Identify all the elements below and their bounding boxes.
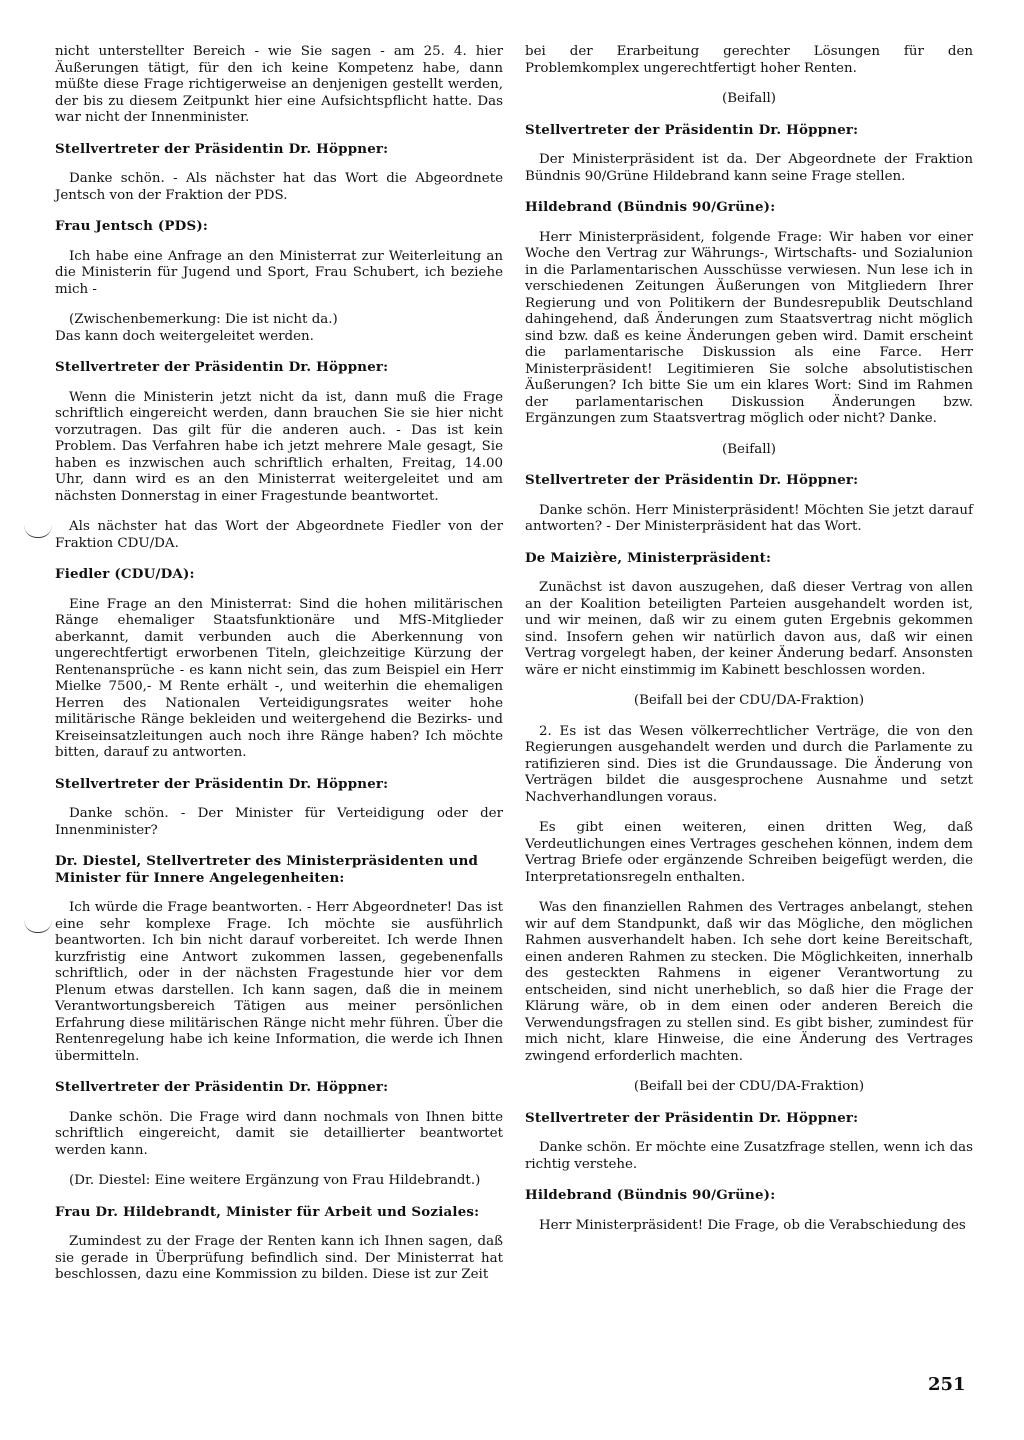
paragraph: nicht unterstellter Bereich - wie Sie sagen - am 25. 4. hier Äußerungen tätigt, für den ich keine Kompetenz habe, dann müßte diese Frage richtigerweise an denjenigen gestellt werden, der bis zu diesem Zeitpunkt hier eine Aufsichtspflicht hatte. Das war nicht der Innenminister. — [55, 44, 503, 125]
paragraph: Herr Ministerpräsident! Die Frage, ob die Verabschiedung des — [539, 1217, 966, 1233]
speaker-heading: Stellvertreter der Präsidentin Dr. Höppner: — [55, 140, 389, 157]
paragraph: Danke schön. - Als nächster hat das Wort die Abgeordnete Jentsch von der Fraktion der PDS. — [55, 171, 503, 203]
margin-mark — [24, 920, 52, 933]
left-column — [55, 44, 503, 1284]
interjection: (Beifall) — [721, 91, 776, 106]
speaker-heading: Stellvertreter der Präsidentin Dr. Höppner: — [55, 1079, 389, 1095]
speaker-heading: Hildebrand (Bündnis 90/Grüne): — [525, 199, 776, 215]
paragraph: (Dr. Diestel: Eine weitere Ergänzung von Frau Hildebrandt.) — [69, 1173, 481, 1188]
paragraph: Es gibt einen weiteren, einen dritten Weg, daß Verdeutlichungen eines Vertrages geschehen können, indem dem Vertrag Briefe oder ergänzende Schreiben beigefügt werden, die Interpretationsregeln enthalten. — [525, 820, 973, 885]
paragraph: 2. Es ist das Wesen völkerrechtlicher Verträge, die von den Regierungen ausgehandelt werden und durch die Parlamente zu ratifizieren sind. Dies ist die Grundaussage. Die Änderung von Verträgen bildet die ausgesprochene Ausnahme und setzt Nachverhandlungen voraus. — [525, 723, 973, 805]
paragraph: Eine Frage an den Ministerrat: Sind die hohen militärischen Ränge ehemaliger Staatsfunktionäre und MfS-Mitglieder aberkannt, damit verbunden auch die Aberkennung von ungerechtfertigt erworbenen Titeln, gleichzeitige Kürzung der Rentenansprüche - es kann nicht sein, das zum Beispiel ein Herr Mielke 7500,- M Rente erhält -, und weiterhin die ehemaligen Herren des Nationalen Verteidigungsrates weiter hohe militärische Ränge bekleiden und weitergehend die Bezirks- und Kreiseinsatzleitungen auch noch ihre Ränge haben? Ich möchte bitten, darauf zu antworten. — [55, 596, 503, 760]
interjection: (Beifall) — [721, 441, 776, 457]
speaker-heading: Stellvertreter der Präsidentin Dr. Höppner: — [55, 359, 389, 375]
paragraph: Danke schön. - Der Minister für Verteidigung oder der Innenminister? — [55, 806, 503, 838]
right-column — [525, 44, 973, 1234]
paragraph: Danke schön. Herr Ministerpräsident! Möchten Sie jetzt darauf antworten? - Der Ministerpräsident hat das Wort. — [525, 502, 973, 534]
speaker-heading: Hildebrand (Bündnis 90/Grüne): — [525, 1187, 776, 1203]
speaker-heading: Dr. Diestel, Stellvertreter des Ministerpräsidenten und Minister für Innere Angelegenheiten: — [55, 853, 479, 886]
speaker-heading: Stellvertreter der Präsidentin Dr. Höppner: — [525, 121, 859, 138]
speaker-heading: Stellvertreter der Präsidentin Dr. Höppner: — [55, 775, 389, 792]
margin-mark — [24, 525, 52, 538]
interjection: (Zwischenbemerkung: Die ist nicht da.) — [69, 312, 338, 327]
paragraph: Herr Ministerpräsident, folgende Frage: Wir haben vor einer Woche den Vertrag zur Währungs-, Wirtschafts- und Sozialunion in die Parlamentarischen Ausschüsse verwiesen. Nun lese ich in verschiedenen Zeitungen Äußerungen von Mitgliedern Ihrer Regierung und von Politikern der Bundesrepublik Deutschland dahingehend, daß Änderungen zum Staatsvertrag nicht möglich sind bzw. daß es keine Änderungen geben wird. Damit erscheint die parlamentarische Diskussion als eine Farce. Herr Ministerpräsident! Legitimieren Sie solche absolutistischen Äußerungen? Ich bitte Sie um ein klares Wort: Sind im Rahmen der parlamentarischen Diskussion Änderungen bzw. Ergänzungen zum Staatsvertrag möglich oder nicht? Danke. — [525, 229, 973, 426]
paragraph: Der Ministerpräsident ist da. Der Abgeordnete der Fraktion Bündnis 90/Grüne Hildebrand kann seine Frage stellen. — [525, 152, 973, 184]
paragraph: Zunächst ist davon auszugehen, daß dieser Vertrag von allen an der Koalition beteiligten Parteien ausgehandelt worden ist, und wir meinen, daß wir zu einem guten Ergebnis gekommen sind. Insofern gehen wir natürlich davon aus, daß wir einen Vertrag vorgelegt haben, der keiner Änderung bedarf. Ansonsten wäre er nicht einstimmig im Kabinett beschlossen worden. — [525, 580, 973, 678]
speaker-heading: Frau Jentsch (PDS): — [55, 218, 209, 234]
paragraph: Als nächster hat das Wort der Abgeordnete Fiedler von der Fraktion CDU/DA. — [55, 519, 503, 551]
paragraph: Das kann doch weitergeleitet werden. — [55, 328, 314, 344]
paragraph: Was den finanziellen Rahmen des Vertrages anbelangt, stehen wir auf dem Standpunkt, daß wir das Mögliche, den möglichen Rahmen ausverhandelt haben. Ich sehe dort keine Bereitschaft, einen anderen Rahmen zu stecken. Die Möglichkeiten, innerhalb des gesteckten Rahmens in eigener Verantwortung zu entscheiden, sind nicht unerheblich, so daß hier die Frage der Klärung wäre, ob in dem einen oder anderen Bereich die Verwendungsfragen zu stellen sind. Es gibt bisher, zumindest für mich nicht, klare Hinweise, die eine Änderung des Vertrages zwingend erforderlich machten. — [525, 900, 973, 1064]
speaker-heading: Fiedler (CDU/DA): — [55, 566, 195, 582]
paragraph: bei der Erarbeitung gerechter Lösungen für den Problemkomplex ungerechtfertigt hoher Renten. — [525, 44, 973, 76]
paragraph: Ich würde die Frage beantworten. - Herr Abgeordneter! Das ist eine sehr komplexe Frage. Ich möchte sie ausführlich beantworten. Ich bin nicht darauf vorbereitet. Ich werde Ihnen kurzfristig eine Antwort zukommen lassen, gegebenenfalls schriftlich, oder in der nächsten Fragestunde hier vor dem Plenum etwas darstellen. Ich kann sagen, daß die in meinem Verantwortungsbereich Tätigen aus meiner persönlichen Erfahrung diese militärischen Ränge nicht mehr führen. Über die Rentenregelung habe ich keine Information, die werde ich Ihnen übermitteln. — [55, 900, 503, 1064]
speaker-heading: De Maizière, Ministerpräsident: — [525, 549, 772, 566]
paragraph: Wenn die Ministerin jetzt nicht da ist, dann muß die Frage schriftlich eingereicht werden, dann brauchen Sie sie hier nicht vorzutragen. Das gilt für die anderen auch. - Das ist kein Problem. Das Verfahren habe ich jetzt mehrere Male gesagt, Sie haben es inzwischen auch schriftlich erhalten, Freitag, 14.00 Uhr, dann wird es an den Ministerrat weitergeleitet und am nächsten Donnerstag in einer Fragestunde beantwortet. — [55, 389, 503, 504]
speaker-heading: Stellvertreter der Präsidentin Dr. Höppner: — [525, 472, 859, 488]
speaker-heading: Stellvertreter der Präsidentin Dr. Höppner: — [525, 1109, 859, 1126]
paragraph: Danke schön. Er möchte eine Zusatzfrage stellen, wenn ich das richtig verstehe. — [525, 1140, 973, 1172]
interjection: (Beifall bei der CDU/DA-Fraktion) — [633, 693, 865, 708]
paragraph: Zumindest zu der Frage der Renten kann ich Ihnen sagen, daß sie gerade in Überprüfung befindlich sind. Der Ministerrat hat beschlossen, dazu eine Kommission zu bilden. Diese ist zur Zeit — [55, 1234, 503, 1282]
paragraph: Danke schön. Die Frage wird dann nochmals von Ihnen bitte schriftlich eingereicht, damit sie detaillierter beantwortet werden kann. — [55, 1109, 503, 1158]
speaker-heading: Frau Dr. Hildebrandt, Minister für Arbeit und Soziales: — [55, 1203, 480, 1220]
paragraph: Ich habe eine Anfrage an den Ministerrat zur Weiterleitung an die Ministerin für Jugend und Sport, Frau Schubert, ich beziehe mich - — [55, 248, 503, 297]
page-number: 251 — [928, 1374, 966, 1395]
interjection: (Beifall bei der CDU/DA-Fraktion) — [633, 1079, 865, 1094]
